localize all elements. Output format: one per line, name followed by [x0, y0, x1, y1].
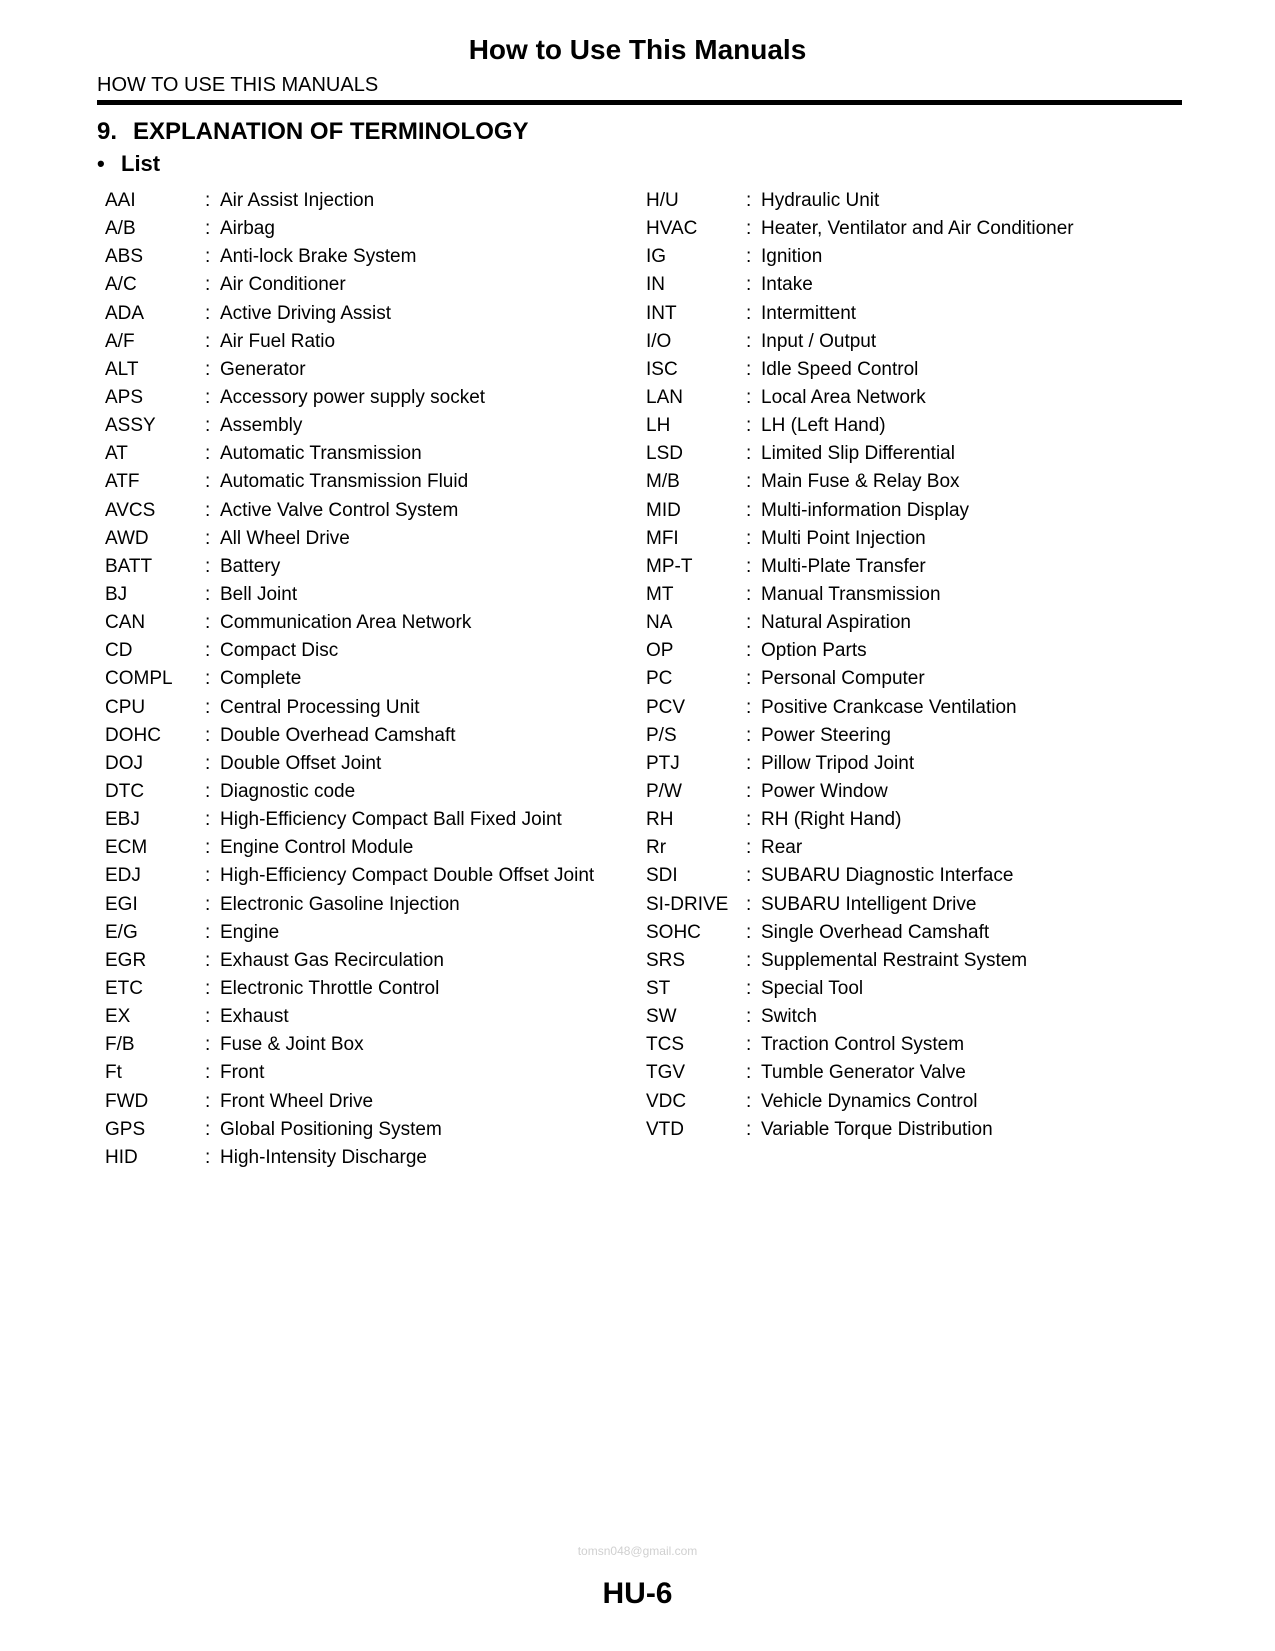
- term-abbreviation: ATF: [105, 471, 140, 493]
- term-row: [105, 806, 594, 834]
- term-separator: :: [746, 443, 752, 465]
- term-meaning: Pillow Tripod Joint: [761, 752, 915, 774]
- bullet-icon: •: [97, 151, 105, 176]
- term-meaning: Diagnostic code: [220, 780, 356, 802]
- term-separator: :: [746, 302, 752, 324]
- term-separator: :: [746, 668, 752, 690]
- term-abbreviation: ABS: [105, 246, 144, 268]
- term-separator: :: [205, 1006, 211, 1028]
- term-abbreviation: LAN: [646, 386, 683, 408]
- term-meaning: Air Assist Injection: [220, 190, 375, 211]
- term-separator: :: [205, 780, 211, 802]
- term-separator: :: [205, 274, 211, 296]
- term-abbreviation: BJ: [105, 583, 128, 605]
- term-meaning: Fuse & Joint Box: [220, 1034, 364, 1056]
- term-abbreviation: EDJ: [105, 865, 141, 887]
- term-separator: :: [205, 1034, 211, 1056]
- term-row: [105, 384, 594, 412]
- term-meaning: LH (Left Hand): [761, 415, 886, 437]
- term-separator: :: [746, 612, 752, 634]
- term-abbreviation: M/B: [646, 471, 680, 493]
- term-abbreviation: FWD: [105, 1090, 149, 1112]
- term-row: [646, 806, 1074, 834]
- term-separator: :: [746, 1006, 752, 1028]
- term-separator: :: [205, 949, 211, 971]
- term-separator: :: [746, 330, 752, 352]
- term-row: [646, 637, 1074, 665]
- term-row: [105, 609, 594, 637]
- term-separator: :: [205, 1118, 211, 1140]
- term-row: [105, 1144, 594, 1172]
- term-meaning: Personal Computer: [761, 668, 925, 690]
- term-row: [105, 300, 594, 328]
- term-meaning: Rear: [761, 837, 803, 859]
- term-meaning: Option Parts: [761, 640, 867, 662]
- term-row: [646, 553, 1074, 581]
- term-meaning: Hydraulic Unit: [761, 190, 880, 211]
- term-meaning: Power Window: [761, 780, 888, 802]
- term-abbreviation: HID: [105, 1146, 138, 1168]
- term-separator: :: [746, 555, 752, 577]
- term-abbreviation: DTC: [105, 780, 145, 802]
- term-meaning: Automatic Transmission Fluid: [220, 471, 469, 493]
- term-meaning: High-Intensity Discharge: [220, 1146, 427, 1168]
- term-meaning: Positive Crankcase Ventilation: [761, 696, 1017, 718]
- term-separator: :: [205, 415, 211, 437]
- term-row: [105, 1031, 594, 1059]
- term-meaning: Automatic Transmission: [220, 443, 422, 465]
- term-abbreviation: VTD: [646, 1118, 684, 1140]
- term-meaning: Input / Output: [761, 330, 877, 352]
- term-meaning: Air Fuel Ratio: [220, 330, 336, 352]
- term-abbreviation: I/O: [646, 330, 672, 352]
- term-row: [646, 328, 1074, 356]
- term-meaning: SUBARU Intelligent Drive: [761, 893, 977, 915]
- term-row: [646, 694, 1074, 722]
- term-row: [105, 1116, 594, 1144]
- term-separator: :: [205, 1062, 211, 1084]
- term-row: [646, 834, 1074, 862]
- term-abbreviation: MID: [646, 499, 681, 521]
- term-row: [105, 975, 594, 1003]
- term-meaning: Idle Speed Control: [761, 358, 919, 380]
- term-separator: :: [746, 977, 752, 999]
- term-abbreviation: IN: [646, 274, 665, 296]
- term-separator: :: [205, 218, 211, 240]
- term-meaning: Multi-information Display: [761, 499, 970, 521]
- term-separator: :: [746, 1034, 752, 1056]
- term-abbreviation: NA: [646, 612, 673, 634]
- term-row: [646, 609, 1074, 637]
- term-separator: :: [205, 837, 211, 859]
- term-separator: :: [746, 499, 752, 521]
- term-abbreviation: P/S: [646, 724, 677, 746]
- term-abbreviation: PTJ: [646, 752, 680, 774]
- term-row: [646, 243, 1074, 271]
- term-meaning: Multi-Plate Transfer: [761, 555, 926, 577]
- term-abbreviation: PC: [646, 668, 673, 690]
- term-meaning: Global Positioning System: [220, 1118, 442, 1140]
- term-meaning: Special Tool: [761, 977, 864, 999]
- term-meaning: Double Offset Joint: [220, 752, 382, 774]
- term-separator: :: [746, 780, 752, 802]
- section-heading: [97, 116, 529, 148]
- term-separator: :: [205, 555, 211, 577]
- term-separator: :: [205, 1090, 211, 1112]
- term-abbreviation: EGI: [105, 893, 138, 915]
- term-separator: :: [746, 696, 752, 718]
- term-row: [105, 271, 594, 299]
- term-row: [105, 919, 594, 947]
- term-meaning: Front: [220, 1062, 265, 1084]
- term-separator: :: [746, 358, 752, 380]
- term-meaning: Assembly: [220, 415, 303, 437]
- term-abbreviation: ST: [646, 977, 671, 999]
- term-abbreviation: SDI: [646, 865, 678, 887]
- term-separator: :: [746, 724, 752, 746]
- term-separator: :: [205, 1146, 211, 1168]
- term-row: [646, 215, 1074, 243]
- term-separator: :: [746, 246, 752, 268]
- term-abbreviation: OP: [646, 640, 674, 662]
- term-meaning: Local Area Network: [761, 386, 926, 408]
- term-row: [646, 919, 1074, 947]
- term-abbreviation: EX: [105, 1006, 131, 1028]
- term-row: [105, 553, 594, 581]
- term-abbreviation: E/G: [105, 921, 138, 943]
- term-abbreviation: H/U: [646, 190, 679, 211]
- term-abbreviation: BATT: [105, 555, 153, 577]
- term-separator: :: [205, 246, 211, 268]
- term-row: [105, 778, 594, 806]
- term-row: [646, 356, 1074, 384]
- term-separator: :: [746, 949, 752, 971]
- term-row: [105, 750, 594, 778]
- term-meaning: Active Valve Control System: [220, 499, 459, 521]
- term-separator: :: [205, 977, 211, 999]
- term-row: [105, 243, 594, 271]
- term-row: [646, 497, 1074, 525]
- term-abbreviation: EBJ: [105, 809, 140, 831]
- term-separator: :: [205, 499, 211, 521]
- term-row: [105, 722, 594, 750]
- term-meaning: Natural Aspiration: [761, 612, 911, 634]
- term-meaning: RH (Right Hand): [761, 809, 902, 831]
- term-row: [646, 440, 1074, 468]
- term-row: [105, 834, 594, 862]
- term-separator: :: [746, 1090, 752, 1112]
- term-row: [105, 187, 594, 215]
- term-separator: :: [205, 752, 211, 774]
- term-row: [105, 637, 594, 665]
- term-abbreviation: HVAC: [646, 218, 698, 240]
- term-row: [646, 1059, 1074, 1087]
- section-heading-text: EXPLANATION OF TERMINOLOGY: [133, 118, 529, 145]
- list-subheading-text: List: [121, 151, 161, 176]
- term-abbreviation: DOJ: [105, 752, 143, 774]
- term-separator: :: [746, 809, 752, 831]
- term-row: [646, 975, 1074, 1003]
- term-meaning: Battery: [220, 555, 281, 577]
- term-separator: :: [746, 415, 752, 437]
- term-row: [646, 1003, 1074, 1031]
- term-row: [105, 215, 594, 243]
- term-abbreviation: AAI: [105, 190, 136, 211]
- term-separator: :: [746, 640, 752, 662]
- footer-watermark-email: tomsn048@gmail.com: [577, 1544, 698, 1558]
- term-meaning: Multi Point Injection: [761, 527, 926, 549]
- term-abbreviation: APS: [105, 386, 144, 408]
- term-row: [105, 356, 594, 384]
- term-meaning: Electronic Throttle Control: [220, 977, 440, 999]
- term-meaning: High-Efficiency Compact Ball Fixed Joint: [220, 809, 562, 831]
- term-separator: :: [205, 443, 211, 465]
- term-meaning: Tumble Generator Valve: [761, 1062, 966, 1084]
- term-abbreviation: A/F: [105, 330, 135, 352]
- term-row: [646, 581, 1074, 609]
- term-separator: :: [746, 1118, 752, 1140]
- term-row: [646, 722, 1074, 750]
- term-meaning: Communication Area Network: [220, 612, 472, 634]
- term-meaning: Bell Joint: [220, 583, 298, 605]
- term-row: [646, 862, 1074, 890]
- term-abbreviation: LH: [646, 415, 671, 437]
- term-separator: :: [746, 752, 752, 774]
- term-abbreviation: RH: [646, 809, 674, 831]
- term-abbreviation: ASSY: [105, 415, 156, 437]
- term-row: [105, 581, 594, 609]
- term-meaning: Variable Torque Distribution: [761, 1118, 993, 1140]
- term-meaning: Front Wheel Drive: [220, 1090, 374, 1112]
- term-abbreviation: ALT: [105, 358, 139, 380]
- term-abbreviation: GPS: [105, 1118, 146, 1140]
- term-row: [646, 412, 1074, 440]
- term-separator: :: [746, 893, 752, 915]
- term-abbreviation: CD: [105, 640, 133, 662]
- term-meaning: Ignition: [761, 246, 823, 268]
- term-meaning: Single Overhead Camshaft: [761, 921, 990, 943]
- term-abbreviation: TCS: [646, 1034, 684, 1056]
- term-separator: :: [205, 330, 211, 352]
- terms-list-right: [646, 187, 1074, 1144]
- term-row: [105, 328, 594, 356]
- term-meaning: Traction Control System: [761, 1034, 965, 1056]
- term-abbreviation: INT: [646, 302, 677, 324]
- term-meaning: Double Overhead Camshaft: [220, 724, 456, 746]
- term-row: [646, 750, 1074, 778]
- term-row: [646, 1116, 1074, 1144]
- term-meaning: Intermittent: [761, 302, 857, 324]
- term-meaning: Central Processing Unit: [220, 696, 420, 718]
- term-abbreviation: PCV: [646, 696, 686, 718]
- page-number: HU-6: [602, 1577, 673, 1610]
- term-meaning: Supplemental Restraint System: [761, 949, 1028, 971]
- term-abbreviation: CAN: [105, 612, 146, 634]
- term-meaning: SUBARU Diagnostic Interface: [761, 865, 1014, 887]
- term-separator: :: [205, 724, 211, 746]
- term-row: [646, 947, 1074, 975]
- term-meaning: Complete: [220, 668, 302, 690]
- term-abbreviation: VDC: [646, 1090, 687, 1112]
- term-row: [646, 384, 1074, 412]
- term-separator: :: [205, 386, 211, 408]
- term-row: [105, 1088, 594, 1116]
- term-row: [646, 891, 1074, 919]
- term-row: [646, 271, 1074, 299]
- term-meaning: Power Steering: [761, 724, 891, 746]
- term-separator: :: [205, 358, 211, 380]
- term-row: [646, 778, 1074, 806]
- term-row: [105, 412, 594, 440]
- term-separator: :: [746, 921, 752, 943]
- term-row: [105, 440, 594, 468]
- term-abbreviation: AVCS: [105, 499, 156, 521]
- term-separator: :: [746, 218, 752, 240]
- term-abbreviation: SRS: [646, 949, 686, 971]
- term-separator: :: [746, 527, 752, 549]
- term-abbreviation: A/B: [105, 218, 136, 240]
- term-abbreviation: COMPL: [105, 668, 173, 690]
- term-row: [105, 1059, 594, 1087]
- term-row: [105, 497, 594, 525]
- term-row: [646, 525, 1074, 553]
- term-abbreviation: CPU: [105, 696, 146, 718]
- term-row: [105, 665, 594, 693]
- term-separator: :: [205, 640, 211, 662]
- term-abbreviation: LSD: [646, 443, 683, 465]
- term-abbreviation: MT: [646, 583, 674, 605]
- term-meaning: Air Conditioner: [220, 274, 346, 296]
- term-abbreviation: MP-T: [646, 555, 693, 577]
- term-row: [105, 1003, 594, 1031]
- term-abbreviation: EGR: [105, 949, 147, 971]
- term-abbreviation: ECM: [105, 837, 148, 859]
- term-abbreviation: AWD: [105, 527, 149, 549]
- term-abbreviation: Ft: [105, 1062, 122, 1084]
- term-separator: :: [205, 696, 211, 718]
- term-abbreviation: SI-DRIVE: [646, 893, 729, 915]
- term-meaning: Intake: [761, 274, 813, 296]
- term-abbreviation: SOHC: [646, 921, 701, 943]
- term-separator: :: [746, 386, 752, 408]
- term-abbreviation: MFI: [646, 527, 679, 549]
- term-separator: :: [205, 865, 211, 887]
- term-separator: :: [205, 809, 211, 831]
- term-abbreviation: F/B: [105, 1034, 135, 1056]
- term-separator: :: [205, 583, 211, 605]
- term-meaning: Switch: [761, 1006, 817, 1028]
- list-subheading: [97, 148, 160, 180]
- term-meaning: Manual Transmission: [761, 583, 941, 605]
- term-meaning: All Wheel Drive: [220, 527, 350, 549]
- term-row: [646, 187, 1074, 215]
- term-abbreviation: DOHC: [105, 724, 161, 746]
- term-separator: :: [205, 921, 211, 943]
- term-abbreviation: ISC: [646, 358, 678, 380]
- term-meaning: Main Fuse & Relay Box: [761, 471, 960, 493]
- term-row: [646, 665, 1074, 693]
- term-row: [105, 891, 594, 919]
- term-separator: :: [205, 302, 211, 324]
- term-abbreviation: AT: [105, 443, 128, 465]
- term-separator: :: [746, 471, 752, 493]
- term-meaning: Heater, Ventilator and Air Conditioner: [761, 218, 1074, 240]
- term-row: [105, 468, 594, 496]
- term-abbreviation: Rr: [646, 837, 667, 859]
- term-separator: :: [205, 612, 211, 634]
- term-separator: :: [746, 274, 752, 296]
- term-row: [105, 862, 594, 890]
- term-row: [105, 694, 594, 722]
- term-meaning: Anti-lock Brake System: [220, 246, 417, 268]
- term-separator: :: [746, 1062, 752, 1084]
- term-separator: :: [205, 527, 211, 549]
- term-meaning: Vehicle Dynamics Control: [761, 1090, 978, 1112]
- term-separator: :: [205, 668, 211, 690]
- term-row: [646, 468, 1074, 496]
- term-meaning: Airbag: [220, 218, 275, 240]
- term-abbreviation: ETC: [105, 977, 143, 999]
- term-abbreviation: A/C: [105, 274, 137, 296]
- term-separator: :: [746, 583, 752, 605]
- term-abbreviation: ADA: [105, 302, 145, 324]
- term-separator: :: [205, 471, 211, 493]
- term-meaning: Accessory power supply socket: [220, 386, 486, 408]
- term-abbreviation: P/W: [646, 780, 682, 802]
- term-meaning: Exhaust: [220, 1006, 289, 1028]
- term-row: [646, 1031, 1074, 1059]
- term-meaning: Generator: [220, 358, 306, 380]
- terms-list-left: [105, 187, 594, 1172]
- term-separator: :: [746, 865, 752, 887]
- term-meaning: Engine Control Module: [220, 837, 414, 859]
- term-row: [105, 525, 594, 553]
- term-meaning: Active Driving Assist: [220, 302, 392, 324]
- page-title: How to Use This Manuals: [468, 34, 807, 65]
- section-heading-number: 9.: [97, 118, 118, 145]
- term-meaning: Exhaust Gas Recirculation: [220, 949, 444, 971]
- term-meaning: Electronic Gasoline Injection: [220, 893, 460, 915]
- term-meaning: Limited Slip Differential: [761, 443, 955, 465]
- term-row: [105, 947, 594, 975]
- term-abbreviation: TGV: [646, 1062, 686, 1084]
- term-meaning: Compact Disc: [220, 640, 339, 662]
- section-header: HOW TO USE THIS MANUALS: [97, 74, 379, 96]
- term-separator: :: [205, 190, 211, 211]
- header-divider: [97, 100, 1182, 105]
- term-separator: :: [205, 893, 211, 915]
- term-separator: :: [746, 837, 752, 859]
- term-row: [646, 1088, 1074, 1116]
- term-abbreviation: IG: [646, 246, 667, 268]
- term-separator: :: [746, 190, 752, 211]
- term-meaning: High-Efficiency Compact Double Offset Joint: [220, 865, 595, 887]
- term-abbreviation: SW: [646, 1006, 677, 1028]
- term-row: [646, 300, 1074, 328]
- term-meaning: Engine: [220, 921, 280, 943]
